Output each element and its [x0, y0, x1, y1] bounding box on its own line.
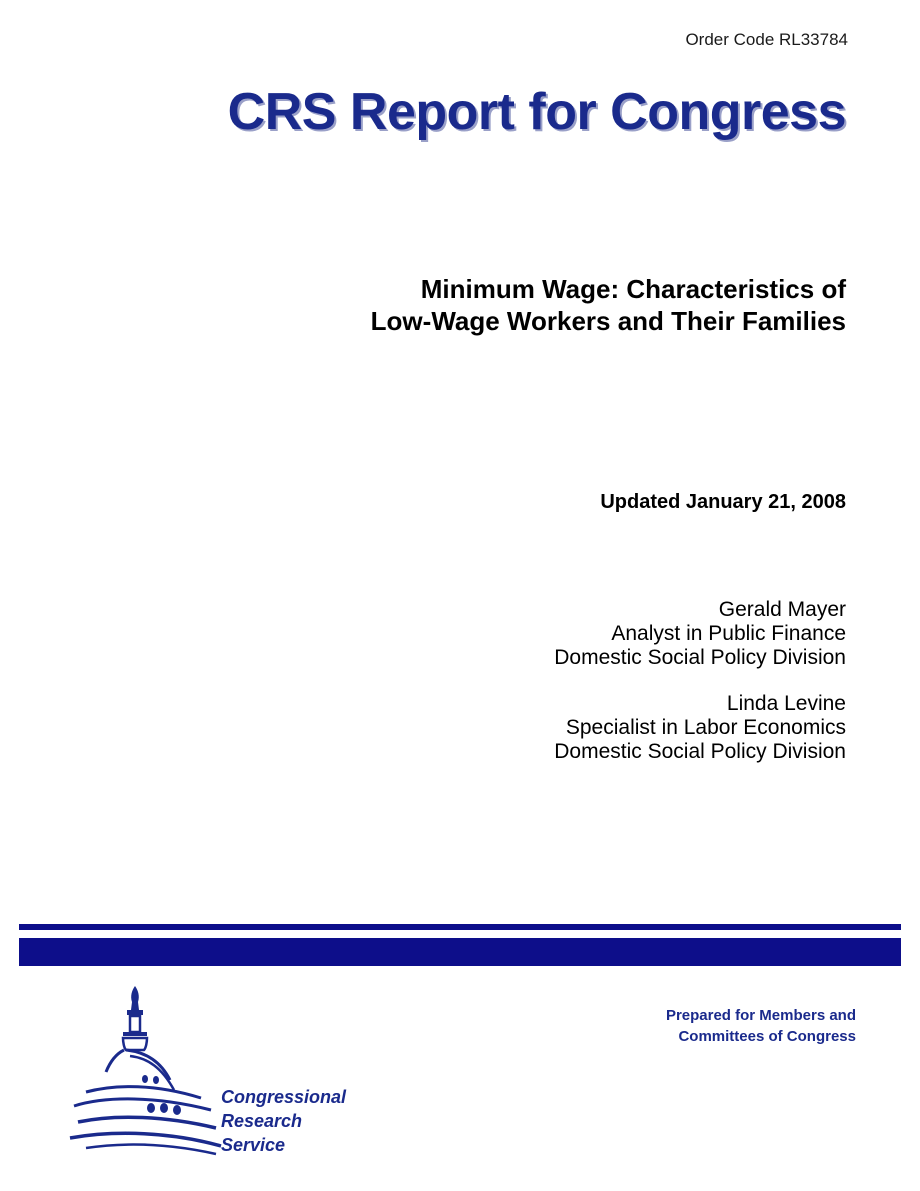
logo-line-3: Service [221, 1135, 286, 1155]
author-block [426, 692, 846, 764]
author-division: Domestic Social Policy Division [554, 646, 846, 669]
report-title-line-1: Minimum Wage: Characteristics of [420, 274, 846, 304]
author-name: Linda Levine [726, 692, 846, 715]
crs-logo [66, 980, 366, 1160]
author-division: Domestic Social Policy Division [554, 740, 846, 763]
prepared-line-1: Prepared for Members and [665, 1007, 856, 1024]
logo-line-1: Congressional [221, 1087, 347, 1107]
prepared-line-2: Committees of Congress [678, 1028, 856, 1045]
capitol-dome-icon [66, 980, 226, 1160]
divider-thick-rule [19, 938, 901, 966]
report-banner: CRS Report for Congress [227, 83, 846, 141]
author-name: Gerald Mayer [718, 598, 846, 621]
author-title: Specialist in Labor Economics [565, 716, 846, 739]
logo-line-2: Research [221, 1111, 303, 1131]
prepared-for-note [666, 1005, 856, 1047]
order-code: Order Code RL33784 [685, 30, 848, 49]
author-block [426, 598, 846, 670]
divider-thin-rule [19, 924, 901, 930]
author-title: Analyst in Public Finance [611, 622, 846, 645]
report-title [286, 273, 846, 337]
crs-logo-text [221, 1085, 346, 1157]
updated-date: Updated January 21, 2008 [600, 491, 846, 513]
report-title-line-2: Low-Wage Workers and Their Families [370, 306, 846, 336]
